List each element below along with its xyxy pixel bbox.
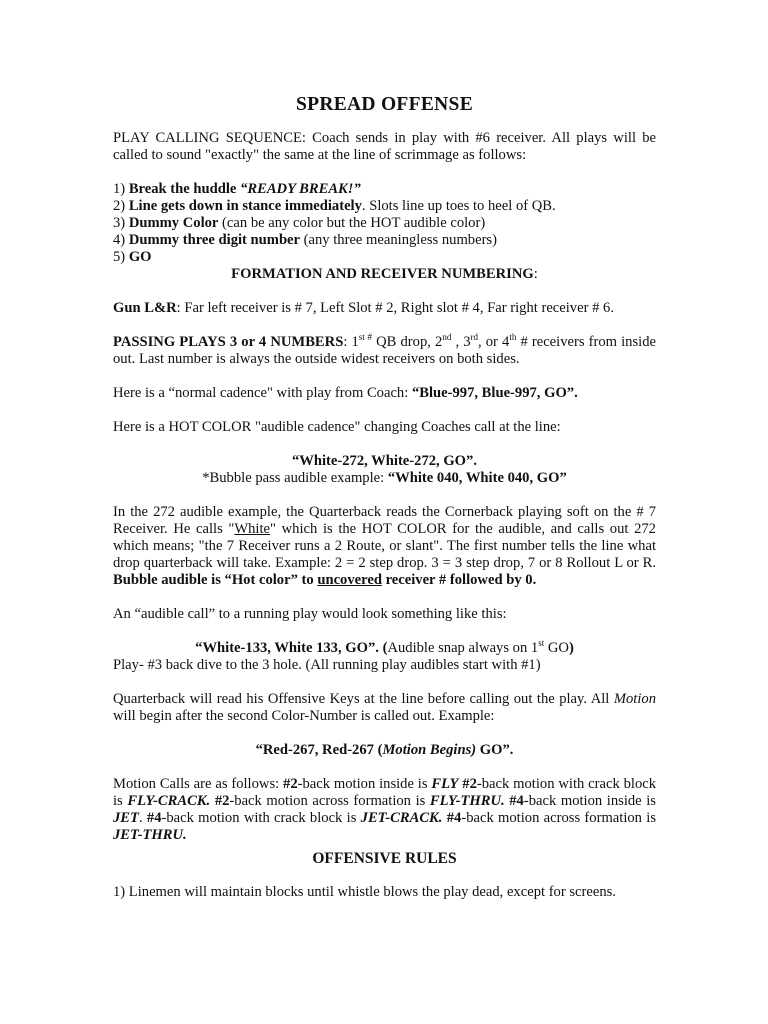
bubble-call: “White 040, White 040, GO”	[387, 470, 567, 486]
running-note-end: GO	[544, 640, 569, 656]
step-item	[113, 181, 656, 198]
bubble-rule-end: receiver # followed by 0.	[381, 572, 537, 588]
running-play: Play- #3 back dive to the 3 hole. (All running play audibles start with #1)	[113, 657, 541, 673]
audible-example-paragraph	[113, 504, 656, 589]
call-fly-crack: FLY-CRACK.	[127, 793, 211, 809]
motion-text: -back motion inside is	[523, 793, 656, 809]
back-number: #2	[214, 793, 230, 809]
hot-cadence-paragraph: Here is a HOT COLOR "audible cadence" changing Coaches call at the line:	[113, 419, 561, 435]
call-jet-crack: JET-CRACK.	[360, 810, 443, 826]
passing-text: , 3	[451, 334, 471, 350]
normal-cadence-paragraph	[113, 385, 656, 402]
gun-paragraph	[113, 300, 656, 317]
step-item	[113, 215, 656, 232]
hot-cadence-call	[113, 453, 656, 470]
motion-example-b: Motion Begins)	[382, 742, 477, 758]
intro-lead: PLAY CALLING SEQUENCE:	[113, 130, 306, 146]
gun-text: : Far left receiver is # 7, Left Slot # 2, Right slot # 4, Far right receiver # 6.	[176, 300, 614, 316]
step-number: 2)	[113, 198, 129, 214]
document-title: SPREAD OFFENSE	[295, 94, 473, 115]
keys-paragraph	[113, 691, 656, 725]
formation-heading	[113, 266, 656, 283]
motion-example	[113, 742, 656, 759]
paren: (	[382, 640, 388, 656]
step-item	[113, 249, 656, 266]
running-intro: An “audible call” to a running play would look something like this:	[113, 606, 507, 622]
step-bold: Break the huddle	[128, 181, 241, 197]
keys-text: Quarterback will read his Offensive Keys at the line before calling out the play. All	[113, 691, 614, 707]
passing-paragraph	[113, 334, 656, 368]
passing-sup: nd	[442, 332, 452, 342]
running-note-sup: st	[538, 638, 545, 648]
paren: )	[568, 640, 574, 656]
keys-text: will begin after the second Color-Number is called out. Example:	[113, 708, 495, 724]
step-number: 4)	[113, 232, 129, 248]
back-number: #2	[283, 776, 298, 792]
passing-text: : 1	[343, 334, 359, 350]
step-bold: Dummy three digit number	[128, 232, 301, 248]
step-number: 1)	[113, 181, 129, 197]
rules-heading: OFFENSIVE RULES	[312, 850, 457, 867]
bubble-rule: Bubble audible is “Hot color” to	[113, 572, 318, 588]
motion-text: -back motion with crack block is	[161, 810, 361, 826]
back-number: #4	[509, 793, 524, 809]
intro-paragraph	[113, 130, 656, 164]
motion-text: Motion Calls are as follows:	[113, 776, 284, 792]
motion-italic: Motion	[613, 691, 656, 707]
gun-label: Gun L&R	[113, 300, 177, 316]
step-number: 3)	[113, 215, 129, 231]
formation-heading-text: FORMATION AND RECEIVER NUMBERING	[231, 266, 534, 282]
hot-cadence-call-text: “White-272, White-272, GO”.	[292, 453, 477, 469]
back-number: #2	[462, 776, 477, 792]
normal-cadence-call: “Blue-997, Blue-997, GO”.	[411, 385, 578, 401]
step-bold: Line gets down in stance immediately	[128, 198, 362, 214]
running-note: Audible snap always on 1	[387, 640, 539, 656]
running-call-text: “White-133, White 133, GO”.	[195, 640, 383, 656]
bubble-text: *Bubble pass audible example:	[202, 470, 388, 486]
call-fly-thru: FLY-THRU.	[429, 793, 505, 809]
step-item	[113, 232, 656, 249]
steps-list	[113, 181, 656, 266]
step-bold: GO	[128, 249, 152, 265]
step-rest: (any three meaningless numbers)	[300, 232, 497, 248]
step-italic: “READY BREAK!”	[240, 181, 361, 197]
intro-text: Coach sends in play with #6 receiver. All plays will be called to sound "exactly" the same at the line of scrimmage as follows:	[113, 130, 656, 163]
call-jet-thru: JET-THRU.	[113, 827, 187, 843]
passing-text: # receivers from inside out. Last number is always the outside widest receivers on both sides.	[113, 334, 656, 367]
step-rest: (can be any color but the HOT audible color)	[218, 215, 486, 231]
audible-text: In the 272 audible example, the Quarterback reads the Cornerback playing soft on the # 7 Receiver. He calls "	[113, 504, 656, 537]
white-underlined: White	[234, 521, 271, 537]
passing-sup: st #	[358, 332, 373, 342]
passing-text: , or 4	[478, 334, 510, 350]
formation-heading-colon: :	[533, 266, 538, 282]
running-call	[113, 640, 656, 657]
motion-example-a: “Red-267, Red-267 (	[255, 742, 383, 758]
motion-text: -back motion across formation is	[229, 793, 430, 809]
uncovered-underlined: uncovered	[317, 572, 382, 588]
call-fly: FLY	[431, 776, 459, 792]
passing-text: QB drop, 2	[372, 334, 443, 350]
motion-text: -back motion across formation is	[461, 810, 657, 826]
step-rest: . Slots line up toes to heel of QB.	[361, 198, 556, 214]
passing-sup: th	[509, 332, 517, 342]
passing-sup: rd	[470, 332, 478, 342]
motion-text: .	[138, 810, 147, 826]
bubble-example	[113, 470, 656, 487]
motion-calls-paragraph	[113, 776, 656, 844]
step-item	[113, 198, 656, 215]
step-bold: Dummy Color	[128, 215, 219, 231]
back-number: #4	[146, 810, 162, 826]
motion-text: -back motion inside is	[297, 776, 432, 792]
motion-example-c: GO”.	[476, 742, 514, 758]
step-number: 5)	[113, 249, 129, 265]
rule-item: 1) Linemen will maintain blocks until whistle blows the play dead, except for screens.	[113, 884, 616, 900]
audible-text: " which is the HOT COLOR for the audible, and calls out 272 which means; "the 7 Receiver runs a 2 Route, or slant". The first number tells the line what drop quarterback will take. Example: 2 = 2 step drop. 3 = 3 step drop, 7 or 8 Rollout L or R.	[113, 521, 656, 571]
motion-text: -back motion with crack block is	[113, 776, 657, 809]
normal-cadence-text: Here is a “normal cadence" with play from Coach:	[113, 385, 412, 401]
passing-label: PASSING PLAYS 3 or 4 NUMBERS	[113, 334, 344, 350]
call-jet: JET	[113, 810, 139, 826]
back-number: #4	[446, 810, 462, 826]
